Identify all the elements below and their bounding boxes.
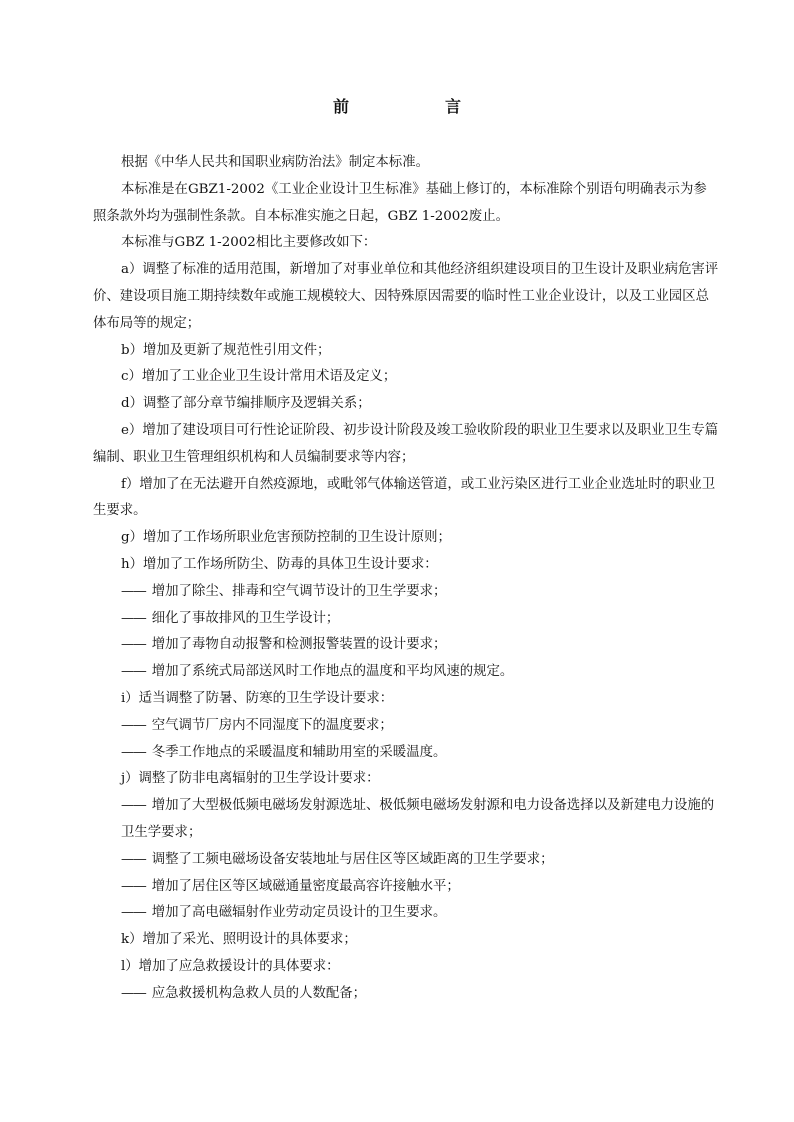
dash-marker: ——: [121, 905, 146, 921]
sub-list-item: [93, 579, 719, 606]
dash-marker: ——: [121, 583, 146, 599]
list-item: h）增加了工作场所防尘、防毒的具体卫生设计要求：: [121, 556, 438, 572]
paragraph: 本标准与GBZ 1-2002相比主要修改如下：: [121, 235, 377, 251]
sub-list-item: [93, 874, 719, 901]
sub-list-item: [93, 793, 719, 847]
list-item: l）增加了应急救援设计的具体要求：: [121, 958, 340, 974]
dash-marker: ——: [121, 851, 146, 867]
dash-marker: ——: [121, 664, 146, 680]
sub-list-text: 增加了大型极低频电磁场发射源选址、极低频电磁场发射源和电力设备选择以及新建电力设施的卫生学要求；: [121, 798, 715, 840]
list-item: a）调整了标准的适用范围，新增加了对事业单位和其他经济组织建设项目的卫生设计及职业病危害评价、建设项目施工期持续数年或施工规模较大、因特殊原因需要的临时性工业企业设计，以及工业园区总体布局等的规定；: [93, 262, 719, 331]
paragraph: 根据《中华人民共和国职业病防治法》制定本标准。: [121, 155, 429, 170]
page-title: 前 言: [332, 97, 501, 116]
sub-list-item: [93, 606, 719, 633]
list-item: j）调整了防非电离辐射的卫生学设计要求：: [121, 771, 380, 787]
dash-marker: ——: [121, 637, 146, 653]
sub-list-text: 细化了事故排风的卫生学设计；: [151, 610, 340, 626]
paragraph: 本标准是在GBZ1-2002《工业企业设计卫生标准》基础上修订的，本标准除个别语句明确表示为参照条款外均为强制性条款。自本标准实施之日起，GBZ 1-2002废止。: [93, 181, 707, 224]
sub-list-text: 增加了除尘、排毒和空气调节设计的卫生学要求；: [151, 583, 447, 599]
sub-list-text: 增加了高电磁辐射作业劳动定员设计的卫生要求。: [151, 905, 447, 921]
list-item: f）增加了在无法避开自然疫源地，或毗邻气体输送管道，或工业污染区进行工业企业选址时的职业卫生要求。: [93, 476, 716, 519]
list-item: g）增加了工作场所职业危害预防控制的卫生设计原则；: [121, 530, 451, 546]
dash-marker: ——: [121, 878, 146, 894]
sub-list-text: 冬季工作地点的采暖温度和辅助用室的采暖温度。: [151, 744, 447, 760]
dash-marker: ——: [121, 985, 146, 1001]
dash-marker: ——: [121, 798, 146, 814]
list-item: b）增加及更新了规范性引用文件；: [121, 342, 331, 358]
sub-list-item: [93, 981, 719, 1008]
sub-list-item: [93, 632, 719, 659]
sub-list-item: [93, 740, 719, 767]
document-body: [93, 150, 719, 1008]
list-item: i）适当调整了防暑、防寒的卫生学设计要求：: [121, 690, 394, 706]
sub-list-text: 调整了工频电磁场设备安装地址与居住区等区域距离的卫生学要求；: [151, 851, 554, 867]
list-item: k）增加了采光、照明设计的具体要求；: [121, 932, 357, 948]
list-item: e）增加了建设项目可行性论证阶段、初步设计阶段及竣工验收阶段的职业卫生要求以及职业卫生专篇编制、职业卫生管理组织机构和人员编制要求等内容；: [93, 422, 719, 465]
sub-list-text: 增加了系统式局部送风时工作地点的温度和平均风速的规定。: [151, 664, 514, 680]
list-item: d）调整了部分章节编排顺序及逻辑关系；: [121, 396, 371, 412]
dash-marker: ——: [121, 610, 146, 626]
sub-list-text: 应急救援机构急救人员的人数配备；: [151, 985, 367, 1001]
sub-list-text: 增加了居住区等区域磁通量密度最高容许接触水平；: [151, 878, 460, 894]
dash-marker: ——: [121, 744, 146, 760]
list-item: c）增加了工业企业卫生设计常用术语及定义；: [121, 369, 397, 385]
sub-list-text: 空气调节厂房内不同湿度下的温度要求；: [151, 717, 393, 733]
sub-list-text: 增加了毒物自动报警和检测报警装置的设计要求；: [151, 637, 447, 653]
sub-list-item: [93, 659, 719, 686]
dash-marker: ——: [121, 717, 146, 733]
sub-list-item: [93, 713, 719, 740]
sub-list-item: [93, 900, 719, 927]
sub-list-item: [93, 847, 719, 874]
